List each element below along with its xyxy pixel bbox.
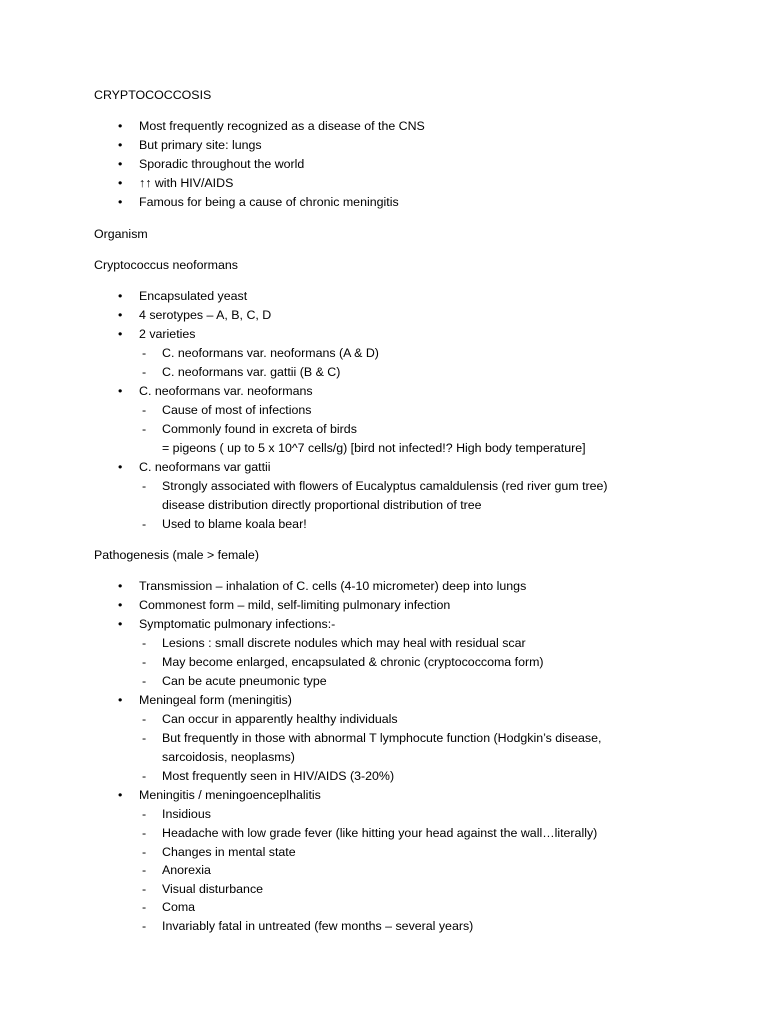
sub-item: Coma bbox=[162, 900, 196, 914]
dash-marker: - bbox=[142, 712, 147, 726]
sub-item: Can occur in apparently healthy individuals bbox=[162, 712, 398, 726]
dash-marker: - bbox=[142, 731, 147, 745]
bullet-marker: • bbox=[118, 289, 123, 303]
list-item: 4 serotypes – A, B, C, D bbox=[139, 308, 272, 322]
section-heading-organism: Organism bbox=[94, 227, 148, 241]
sub-item: Commonly found in excreta of birds bbox=[162, 422, 357, 436]
sub-item: Anorexia bbox=[162, 863, 211, 877]
sub-item-continuation: = pigeons ( up to 5 x 10^7 cells/g) [bird not infected!? High body temperature] bbox=[162, 441, 586, 455]
dash-marker: - bbox=[142, 655, 147, 669]
list-item-text: with HIV/AIDS bbox=[154, 176, 234, 190]
sub-item: Headache with low grade fever (like hitting your head against the wall…literally) bbox=[162, 826, 598, 840]
doc-title: CRYPTOCOCCOSIS bbox=[94, 88, 212, 102]
sub-item-continuation: sarcoidosis, neoplasms) bbox=[162, 750, 295, 764]
dash-marker: - bbox=[142, 365, 147, 379]
dash-marker: - bbox=[142, 422, 147, 436]
list-item bbox=[139, 176, 233, 191]
sub-item: Lesions : small discrete nodules which may heal with residual scar bbox=[162, 636, 526, 650]
dash-marker: - bbox=[142, 900, 147, 914]
dash-marker: - bbox=[142, 517, 147, 531]
section-heading-pathogenesis: Pathogenesis (male > female) bbox=[94, 548, 259, 562]
dash-marker: - bbox=[142, 919, 147, 933]
bullet-marker: • bbox=[118, 384, 123, 398]
bullet-marker: • bbox=[118, 176, 123, 190]
list-item: Most frequently recognized as a disease of the CNS bbox=[139, 119, 425, 133]
list-item: C. neoformans var. neoformans bbox=[139, 384, 313, 398]
list-item: Meningitis / meningoenceplhalitis bbox=[139, 788, 321, 802]
sub-item-continuation: disease distribution directly proportional distribution of tree bbox=[162, 498, 482, 512]
dash-marker: - bbox=[142, 845, 147, 859]
sub-item: Most frequently seen in HIV/AIDS (3-20%) bbox=[162, 769, 395, 783]
sub-item: Strongly associated with flowers of Eucalyptus camaldulensis (red river gum tree) bbox=[162, 479, 608, 493]
bullet-marker: • bbox=[118, 157, 123, 171]
dash-marker: - bbox=[142, 863, 147, 877]
list-item: Meningeal form (meningitis) bbox=[139, 693, 292, 707]
sub-item: Cause of most of infections bbox=[162, 403, 312, 417]
sub-item: May become enlarged, encapsulated & chronic (cryptococcoma form) bbox=[162, 655, 544, 669]
dash-marker: - bbox=[142, 826, 147, 840]
dash-marker: - bbox=[142, 479, 147, 493]
sub-item: Invariably fatal in untreated (few months – several years) bbox=[162, 919, 474, 933]
sub-item: Changes in mental state bbox=[162, 845, 296, 859]
sub-item: Can be acute pneumonic type bbox=[162, 674, 327, 688]
dash-marker: - bbox=[142, 346, 147, 360]
list-item: But primary site: lungs bbox=[139, 138, 262, 152]
list-item: C. neoformans var gattii bbox=[139, 460, 271, 474]
bullet-marker: • bbox=[118, 195, 123, 209]
dash-marker: - bbox=[142, 807, 147, 821]
bullet-marker: • bbox=[118, 138, 123, 152]
list-item: Symptomatic pulmonary infections:- bbox=[139, 617, 336, 631]
dash-marker: - bbox=[142, 882, 147, 896]
dash-marker: - bbox=[142, 403, 147, 417]
bullet-marker: • bbox=[118, 693, 123, 707]
dash-marker: - bbox=[142, 674, 147, 688]
bullet-marker: • bbox=[118, 598, 123, 612]
dash-marker: - bbox=[142, 636, 147, 650]
bullet-marker: • bbox=[118, 788, 123, 802]
sub-item: Visual disturbance bbox=[162, 882, 264, 896]
sub-item: But frequently in those with abnormal T lymphocute function (Hodgkin’s disease, bbox=[162, 731, 602, 745]
list-item: Commonest form – mild, self-limiting pulmonary infection bbox=[139, 598, 451, 612]
list-item: Encapsulated yeast bbox=[139, 289, 248, 303]
bullet-marker: • bbox=[118, 460, 123, 474]
list-item: 2 varieties bbox=[139, 327, 196, 341]
sub-item: C. neoformans var. gattii (B & C) bbox=[162, 365, 341, 379]
dash-marker: - bbox=[142, 769, 147, 783]
bullet-marker: • bbox=[118, 308, 123, 322]
organism-name: Cryptococcus neoformans bbox=[94, 258, 238, 272]
list-item: Transmission – inhalation of C. cells (4-10 micrometer) deep into lungs bbox=[139, 579, 527, 593]
list-item: Sporadic throughout the world bbox=[139, 157, 305, 171]
sub-item: Insidious bbox=[162, 807, 211, 821]
bullet-marker: • bbox=[118, 579, 123, 593]
sub-item: C. neoformans var. neoformans (A & D) bbox=[162, 346, 379, 360]
list-item: Famous for being a cause of chronic meningitis bbox=[139, 195, 399, 209]
sub-item: Used to blame koala bear! bbox=[162, 517, 307, 531]
bullet-marker: • bbox=[118, 327, 123, 341]
bullet-marker: • bbox=[118, 617, 123, 631]
bullet-marker: • bbox=[118, 119, 123, 133]
up-arrows-icon: ↑↑ bbox=[139, 176, 152, 190]
